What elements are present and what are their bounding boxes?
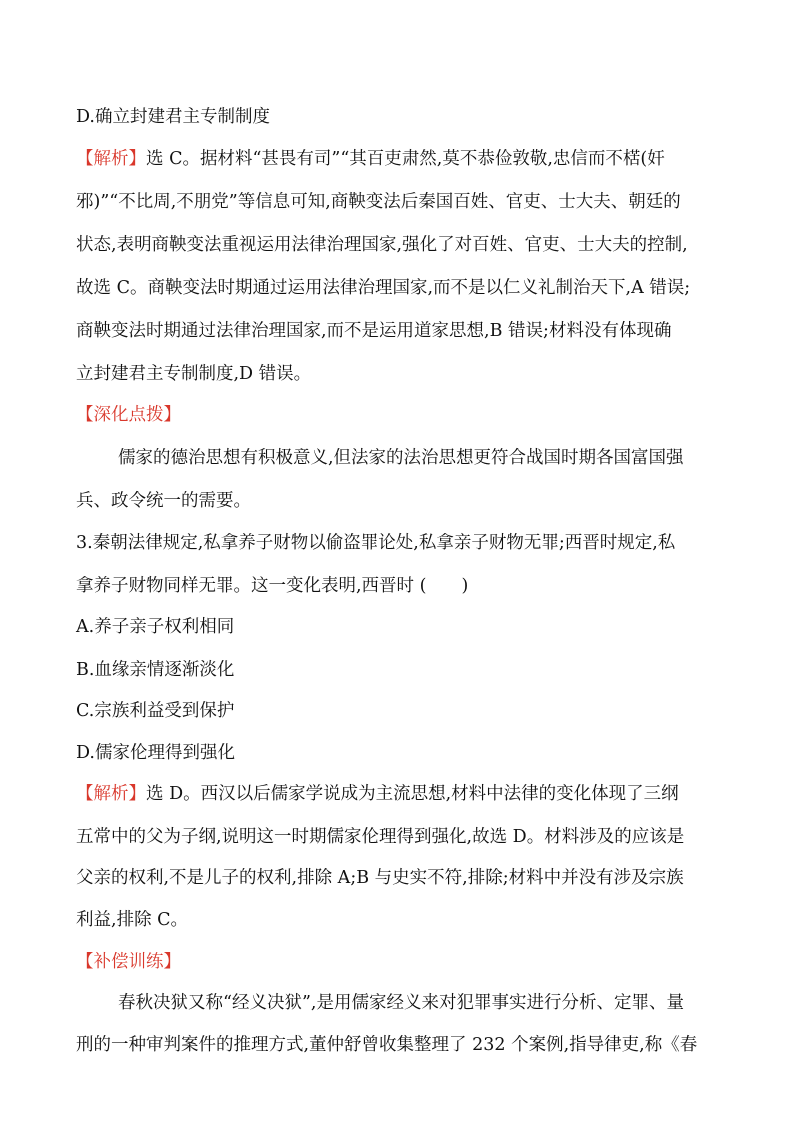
q2-analysis-line-2: 邪)”“不比周,不朋党”等信息可知,商鞅变法后秦国百姓、官吏、士大夫、朝廷的: [76, 192, 681, 212]
analysis-text: 选 D。西汉以后儒家学说成为主流思想,材料中法律的变化体现了三纲: [146, 784, 679, 804]
supplement-tag: 【补偿训练】: [76, 952, 181, 972]
q2-option-d: D.确立封建君主专制制度: [76, 107, 270, 127]
q3-option-b: B.血缘亲情逐渐淡化: [76, 660, 235, 680]
analysis-text: 选 C。据材料“甚畏有司”“其百吏肃然,莫不恭俭敦敬,忠信而不楛(奸: [146, 149, 665, 169]
supplement-line-2: 刑的一种审判案件的推理方式,董仲舒曾收集整理了 232 个案例,指导律吏,称《春: [76, 1035, 698, 1055]
q3-option-d: D.儒家伦理得到强化: [76, 743, 235, 763]
q3-option-a: A.养子亲子权利相同: [76, 617, 235, 637]
q3-analysis-line-1: [76, 783, 726, 805]
q2-analysis-line-1: [76, 148, 726, 170]
analysis-tag: 【解析】: [76, 149, 146, 169]
q3-analysis-line-4: 利益,排除 C。: [76, 910, 189, 930]
q2-analysis-line-6: 立封建君主专制制度,D 错误。: [76, 364, 312, 384]
deepen-line-2: 兵、政令统一的需要。: [76, 491, 251, 511]
deepen-line-1: 儒家的德治思想有积极意义,但法家的法治思想更符合战国时期各国富国强: [118, 448, 684, 468]
q2-analysis-line-5: 商鞅变法时期通过法律治理国家,而不是运用道家思想,B 错误;材料没有体现确: [76, 321, 672, 341]
q3-stem-line-2: 拿养子财物同样无罪。这一变化表明,西晋时 ( ): [76, 576, 469, 596]
analysis-tag: 【解析】: [76, 784, 146, 804]
q3-analysis-line-2: 五常中的父为子纲,说明这一时期儒家伦理得到强化,故选 D。材料涉及的应该是: [76, 827, 685, 847]
q3-option-c: C.宗族利益受到保护: [76, 701, 235, 721]
q2-analysis-line-3: 状态,表明商鞅变法重视运用法律治理国家,强化了对百姓、官吏、士大夫的控制,: [76, 235, 688, 255]
q3-analysis-line-3: 父亲的权利,不是儿子的权利,排除 A;B 与史实不符,排除;材料中并没有涉及宗族: [76, 868, 684, 888]
q2-analysis-line-4: 故选 C。商鞅变法时期通过运用法律治理国家,而不是以仁义礼制治天下,A 错误;: [76, 278, 691, 298]
deepen-tag: 【深化点拨】: [76, 405, 181, 425]
supplement-line-1: 春秋决狱又称“经义决狱”,是用儒家经义来对犯罪事实进行分析、定罪、量: [118, 993, 684, 1013]
q3-stem-line-1: 3.秦朝法律规定,私拿养子财物以偷盗罪论处,私拿亲子财物无罪;西晋时规定,私: [76, 533, 676, 553]
